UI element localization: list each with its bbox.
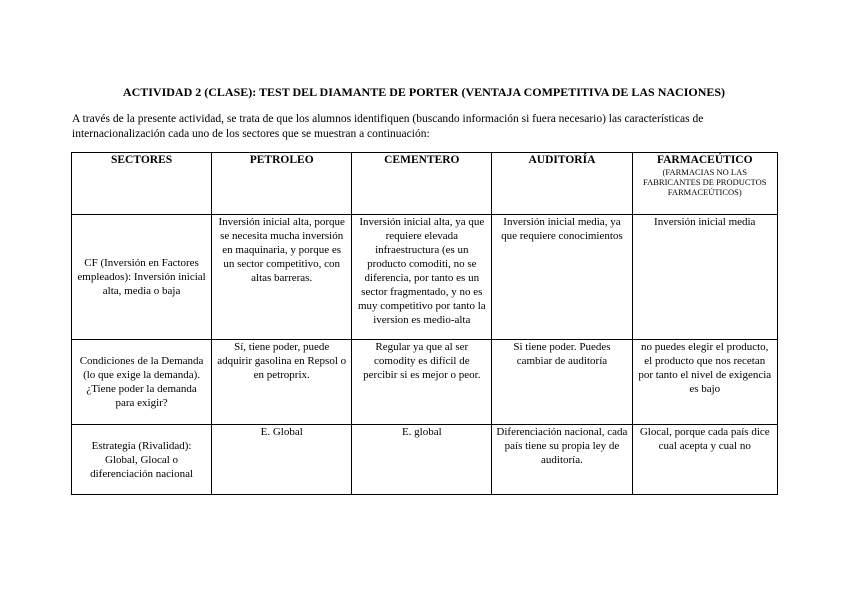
header-auditoria: AUDITORÍA: [492, 153, 632, 215]
cell-estrategia-petroleo: E. Global: [212, 425, 352, 495]
header-farmaceutico-note: (FARMACIAS NO LAS FABRICANTES DE PRODUCTOS FARMACEÚTICOS): [643, 167, 767, 197]
cell-cf-petroleo: Inversión inicial alta, porque se necesita mucha inversión en maquinaria, y porque es un sector competitivo, con altas barreras.: [212, 215, 352, 340]
page-title: ACTIVIDAD 2 (CLASE): TEST DEL DIAMANTE DE PORTER (VENTAJA COMPETITIVA DE LAS NACIONES): [122, 85, 726, 99]
cell-estrategia-cementero: E. global: [352, 425, 492, 495]
row-label-cf: CF (Inversión en Factores empleados): Inversión inicial alta, media o baja: [72, 215, 212, 340]
cell-demanda-cementero: Regular ya que al ser comodity es difícil de percibir si es mejor o peor.: [352, 340, 492, 425]
cell-cf-auditoria: Inversión inicial media, ya que requiere conocimientos: [492, 215, 632, 340]
row-label-estrategia: Estrategia (Rivalidad): Global, Glocal o diferenciación nacional: [72, 425, 212, 495]
cell-demanda-farmaceutico: no puedes elegir el producto, el producto que nos recetan por tanto el nivel de exigencia es bajo: [632, 340, 778, 425]
header-petroleo: PETROLEO: [212, 153, 352, 215]
header-sectores: SECTORES: [72, 153, 212, 215]
intro-paragraph: A través de la presente actividad, se trata de que los alumnos identifiquen (buscando información si fuera necesario) las características de internacionalización cada uno de los sectores que se muestran a continuación:: [72, 113, 704, 140]
cell-demanda-auditoria: Si tiene poder. Puedes cambiar de auditoría: [492, 340, 632, 425]
row-label-demanda: Condiciones de la Demanda (lo que exige la demanda). ¿Tiene poder la demanda para exigir?: [72, 340, 212, 425]
cell-demanda-petroleo: Sí, tiene poder, puede adquirir gasolina en Repsol o en petroprix.: [212, 340, 352, 425]
cell-estrategia-auditoria: Diferenciación nacional, cada país tiene su propia ley de auditoría.: [492, 425, 632, 495]
header-cementero: CEMENTERO: [352, 153, 492, 215]
table-row: [72, 215, 778, 340]
header-farmaceutico: FARMACEÚTICO: [656, 154, 753, 166]
table-row: [72, 425, 778, 495]
table-header-row: [72, 153, 778, 215]
cell-cf-cementero: Inversión inicial alta, ya que requiere elevada infraestructura (es un producto comoditi, no se diferencia, por tanto es un sector fragmentado, y no es muy competitivo por tanto la iversion es medio-alta: [352, 215, 492, 340]
sectors-table: [71, 152, 778, 495]
header-farmaceutico-cell: [632, 153, 778, 215]
table-row: [72, 340, 778, 425]
cell-cf-farmaceutico: Inversión inicial media: [632, 215, 778, 340]
cell-estrategia-farmaceutico: Glocal, porque cada país dice cual acepta y cual no: [632, 425, 778, 495]
